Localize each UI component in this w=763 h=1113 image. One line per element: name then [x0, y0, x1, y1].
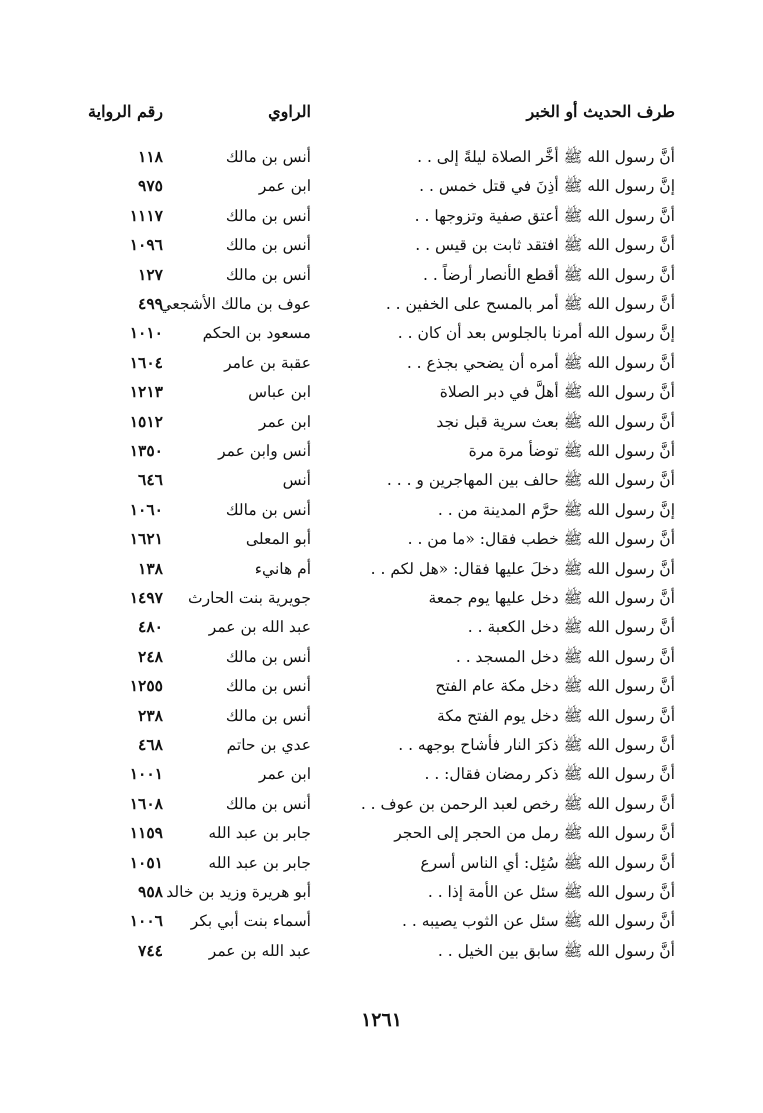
number-cell: ١٦٠٤ [129, 352, 163, 372]
hadith-cell: أنَّ رسول الله ﷺ أعتق صفية وتزوجها . . [414, 206, 675, 225]
narrator-cell: أنس بن مالك [225, 236, 311, 255]
number-cell: ٤٦٨ [138, 735, 163, 754]
header-hadith: طرف الحديث أو الخبر [526, 102, 675, 121]
number-cell: ١٠٦٠ [129, 499, 163, 519]
number-cell: ٢٤٨ [138, 646, 163, 666]
hadith-cell: أنَّ رسول الله ﷺ توضأ مرة مرة [468, 442, 675, 460]
number-cell: ١٠٩٦ [129, 235, 163, 255]
narrator-cell: أنس بن مالك [225, 647, 311, 666]
number-cell: ٢٣٨ [138, 705, 163, 725]
table-row [0, 465, 763, 495]
table-row [0, 377, 763, 407]
table-row [0, 436, 763, 466]
hadith-cell: أنَّ رسول الله ﷺ سئل عن الأمة إذا . . [427, 883, 675, 901]
number-cell: ١٢١٣ [129, 382, 163, 402]
hadith-cell: أنَّ رسول الله ﷺ سابق بين الخيل . . [437, 941, 675, 960]
narrator-cell: أم هانيء [254, 559, 311, 578]
narrator-cell: أنس بن مالك [225, 794, 311, 813]
narrator-cell: ابن عمر [258, 765, 311, 784]
table-row [0, 230, 763, 260]
hadith-cell: أنَّ رسول الله ﷺ أمر بالمسح على الخفين . . [385, 295, 675, 313]
narrator-cell: مسعود بن الحكم [202, 324, 311, 343]
narrator-cell: جابر بن عبد الله [208, 824, 311, 843]
number-cell: ٦٤٦ [138, 470, 163, 490]
number-cell: ٧٤٤ [138, 940, 163, 960]
page-number: ١٢٦١ [361, 1009, 402, 1031]
narrator-cell: أنس بن مالك [225, 677, 311, 696]
table-row [0, 671, 763, 701]
table-header [0, 97, 763, 127]
number-cell: ١٦٢١ [129, 529, 163, 549]
narrator-cell: أنس بن مالك [225, 706, 311, 725]
narrator-cell: ابن عباس [248, 383, 311, 402]
table-row [0, 407, 763, 437]
number-cell: ١٤٩٧ [129, 588, 163, 607]
hadith-cell: أنَّ رسول الله ﷺ ذكر رمضان فقال: . . [424, 765, 675, 784]
number-cell: ١٠١٠ [129, 323, 163, 343]
narrator-cell: أنس بن مالك [225, 500, 311, 519]
narrator-cell: أسماء بنت أبي بكر [190, 912, 311, 931]
hadith-cell: أنَّ رسول الله ﷺ أخَّر الصلاة ليلةً إلى . . [417, 148, 675, 166]
narrator-cell: عقبة بن عامر [224, 353, 311, 372]
number-cell: ١٦٠٨ [129, 793, 163, 813]
narrator-cell: أنس [282, 471, 311, 490]
hadith-cell: أنَّ رسول الله ﷺ دخلَ عليها فقال: «هل لكم . . [370, 559, 675, 578]
narrator-cell: عوف بن مالك الأشجعي [159, 295, 311, 313]
hadith-cell: أنَّ رسول الله ﷺ أمره أن يضحي بجذع . . [406, 353, 675, 372]
table-row [0, 348, 763, 378]
narrator-cell: ابن عمر [258, 177, 311, 196]
hadith-cell: أنَّ رسول الله ﷺ حالف بين المهاجرين و . . . [386, 471, 675, 490]
hadith-cell: أنَّ رسول الله ﷺ سُئِل: أي الناس أسرع [420, 853, 675, 872]
number-cell: ١٠٥١ [129, 852, 163, 872]
header-narrator: الراوي [268, 102, 311, 121]
hadith-cell: إنَّ رسول الله ﷺ حرَّم المدينة من . . [437, 500, 675, 519]
narrator-cell: أنس بن مالك [225, 148, 311, 166]
number-cell: ٤٨٠ [138, 617, 163, 637]
table-row [0, 818, 763, 848]
narrator-cell: عبد الله بن عمر [208, 618, 311, 637]
hadith-cell: أنَّ رسول الله ﷺ ذكرَ النار فأشاح بوجهه . . [398, 736, 675, 754]
table-row [0, 318, 763, 348]
hadith-cell: إنَّ رسول الله أمرنا بالجلوس بعد أن كان . . [397, 324, 675, 343]
number-cell: ١١١٧ [129, 205, 163, 225]
hadith-cell: أنَّ رسول الله ﷺ رمل من الحجر إلى الحجر [394, 824, 675, 843]
narrator-cell: جابر بن عبد الله [208, 853, 311, 872]
hadith-cell: أنَّ رسول الله ﷺ خطب فقال: «ما من . . [407, 530, 675, 549]
number-cell: ١٢٧ [138, 264, 163, 284]
number-cell: ١٣٨ [138, 558, 163, 578]
table-row [0, 171, 763, 201]
table-row [0, 142, 763, 172]
table-row [0, 495, 763, 525]
table-row [0, 936, 763, 966]
table-row [0, 642, 763, 672]
number-cell: ١٣٥٠ [129, 441, 163, 460]
number-cell: ٩٧٥ [138, 176, 163, 196]
table-row [0, 524, 763, 554]
narrator-cell: أنس وابن عمر [218, 442, 311, 460]
table-row [0, 848, 763, 878]
number-cell: ١١٥٩ [129, 823, 163, 843]
hadith-cell: أنَّ رسول الله ﷺ دخل الكعبة . . [467, 618, 675, 637]
table-row [0, 906, 763, 936]
hadith-cell: أنَّ رسول الله ﷺ دخل مكة عام الفتح [435, 677, 675, 696]
table-row [0, 759, 763, 789]
hadith-cell: أنَّ رسول الله ﷺ بعث سرية قبل نجد [436, 412, 675, 431]
table-row [0, 289, 763, 319]
number-cell: ٤٩٩ [138, 294, 163, 313]
hadith-cell: أنَّ رسول الله ﷺ دخل المسجد . . [455, 647, 675, 666]
hadith-cell: أنَّ رسول الله ﷺ دخل عليها يوم جمعة [428, 589, 675, 607]
hadith-cell: إنَّ رسول الله ﷺ أذِنَ في قتل خمس . . [419, 177, 675, 196]
table-row [0, 554, 763, 584]
number-cell: ١٠٠١ [129, 764, 163, 784]
number-cell: ١١٨ [138, 147, 163, 166]
table-row [0, 260, 763, 290]
narrator-cell: أنس بن مالك [225, 206, 311, 225]
number-cell: ١٥١٢ [129, 411, 163, 431]
narrator-cell: أنس بن مالك [225, 265, 311, 284]
number-cell: ٩٥٨ [138, 882, 163, 901]
narrator-cell: عبد الله بن عمر [208, 941, 311, 960]
narrator-cell: أبو هريرة وزيد بن خالد [166, 883, 311, 901]
table-row [0, 583, 763, 613]
hadith-cell: أنَّ رسول الله ﷺ سئل عن الثوب يصيبه . . [402, 912, 675, 931]
narrator-cell: جويرية بنت الحارث [188, 589, 311, 607]
narrator-cell: أبو المعلى [245, 530, 311, 549]
narrator-cell: ابن عمر [258, 412, 311, 431]
table-row [0, 701, 763, 731]
table-row [0, 612, 763, 642]
hadith-cell: أنَّ رسول الله ﷺ أهلَّ في دبر الصلاة [439, 383, 675, 402]
hadith-cell: أنَّ رسول الله ﷺ رخص لعبد الرحمن بن عوف . . [360, 794, 675, 813]
table-row [0, 877, 763, 907]
narrator-cell: عدي بن حاتم [226, 736, 311, 754]
hadith-cell: أنَّ رسول الله ﷺ افتقد ثابت بن قيس . . [415, 236, 675, 255]
hadith-cell: أنَّ رسول الله ﷺ دخل يوم الفتح مكة [437, 706, 675, 725]
number-cell: ١٢٥٥ [129, 676, 163, 696]
table-row [0, 730, 763, 760]
table-row [0, 201, 763, 231]
number-cell: ١٠٠٦ [129, 911, 163, 931]
header-number: رقم الرواية [88, 102, 163, 121]
table-row [0, 789, 763, 819]
hadith-cell: أنَّ رسول الله ﷺ أقطع الأنصار أرضاً . . [423, 265, 675, 284]
